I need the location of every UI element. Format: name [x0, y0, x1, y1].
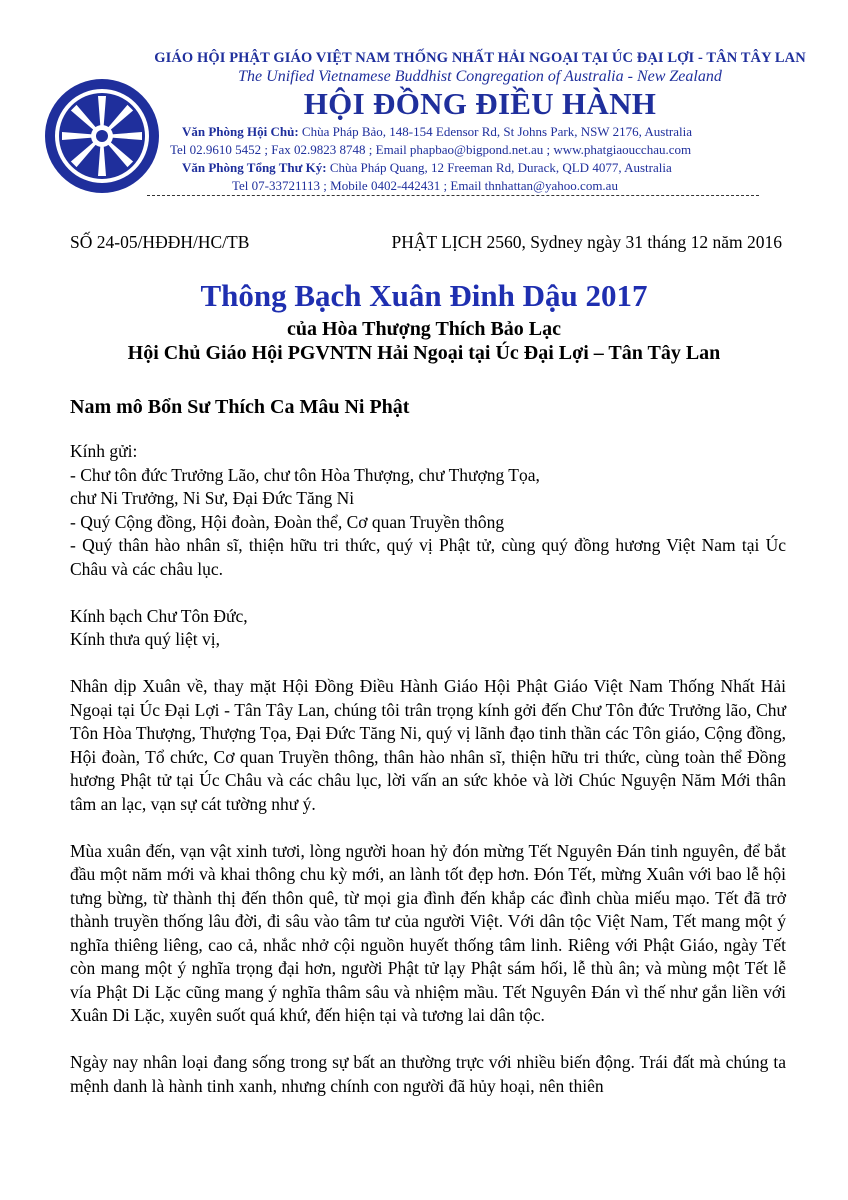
letter-body: [70, 440, 786, 1098]
office2-contact: Tel 07-33721113 ; Mobile 0402-442431 ; Email thnhattan@yahoo.com.au: [232, 178, 618, 193]
dharma-wheel-icon: [42, 76, 162, 196]
document-title: Thông Bạch Xuân Đinh Dậu 2017: [200, 278, 648, 313]
letterhead: [0, 0, 848, 215]
paragraph-3: Ngày nay nhân loại đang sống trong sự bất an thường trực với nhiều biến động. Trái đất mà chúng ta mệnh danh là hành tinh xanh, nhưng chính con người đã hủy hoại, nên thiên: [70, 1052, 786, 1096]
salutation-line-2: Kính thưa quý liệt vị,: [70, 629, 220, 649]
office1-contact: Tel 02.9610 5452 ; Fax 02.9823 8748 ; Email phapbao@bigpond.net.au ; www.phatgiaoucchau.com: [170, 142, 692, 157]
paragraph-2: Mùa xuân đến, vạn vật xinh tươi, lòng người hoan hỷ đón mừng Tết Nguyên Đán tinh nguyên, để bắt đầu một năm mới và khai thông chu kỳ mới, an lành tốt đẹp hơn. Đón Tết, mừng Xuân với bao lễ hội tưng bừng, từ thành thị đến thôn quê, từ mọi gia đình đến khắp các đình chùa miếu mạo. Tết đã trở thành truyền thống lâu đời, đi sâu vào tâm tư của người Việt. Với dân tộc Việt Nam, Tết mang một ý nghĩa thiêng liêng, cao cả, nhắc nhở cội nguồn huyết thống tâm linh. Riêng với Phật Giáo, ngày Tết còn mang một ý nghĩa trọng đại hơn, người Phật tử lạy Phật sám hối, lễ thù ân; và mùng một Tết lễ vía Phật Di Lặc cũng mang ý nghĩa thâm sâu và nhiệm mầu. Tết Nguyên Đán vì thế như gắn liền với Xuân Di Lặc, xuyên suốt quá khứ, đến hiện tại và tương lai dân tộc.: [70, 840, 786, 1025]
document-subtitle-author: của Hòa Thượng Thích Bảo Lạc: [286, 318, 562, 340]
invocation: Nam mô Bổn Sư Thích Ca Mâu Ni Phật: [70, 396, 410, 418]
address-greeting: Kính gửi:: [70, 441, 138, 461]
address-line-3: - Quý Cộng đồng, Hội đoàn, Đoàn thể, Cơ quan Truyền thông: [70, 511, 505, 532]
office2-address: [182, 160, 672, 176]
council-name: HỘI ĐỒNG ĐIỀU HÀNH: [303, 86, 657, 121]
document-date: PHẬT LỊCH 2560, Sydney ngày 31 tháng 12 năm 2016: [391, 232, 782, 252]
org-name-english: The Unified Vietnamese Buddhist Congregation of Australia - New Zealand: [238, 68, 722, 85]
office1-address: [182, 124, 692, 140]
document-number: SỐ 24-05/HĐĐH/HC/TB: [70, 232, 250, 252]
reference-line: [70, 232, 796, 253]
paragraph-1: Nhân dịp Xuân về, thay mặt Hội Đồng Điều Hành Giáo Hội Phật Giáo Việt Nam Thống Nhất Hải Ngoại tại Úc Đại Lợi - Tân Tây Lan, chúng tôi trân trọng kính gởi đến Chư Tôn đức Trưởng lão, Chư Tôn Hòa Thượng, Thượng Tọa, Đại Đức Tăng Ni, quý vị lãnh đạo tinh thần các Tôn giáo, Cộng đồng, Hội đoàn, Tổ chức, Cơ quan Truyền thông, thân hào nhân sĩ, thiện hữu tri thức, cùng toàn thể Đồng hương Phật tử tại Úc Châu và các châu lục, lời vấn an sức khỏe và lời Chúc Nguyện Năm Mới thân tâm an lạc, vạn sự cát tường như ý.: [70, 676, 786, 814]
office2-label: Văn Phòng Tổng Thư Ký:: [182, 160, 327, 175]
org-name-vietnamese: GIÁO HỘI PHẬT GIÁO VIỆT NAM THỐNG NHẤT HẢI NGOẠI TẠI ÚC ĐẠI LỢI - TÂN TÂY LAN: [154, 50, 806, 66]
document-subtitle-role: Hội Chủ Giáo Hội PGVNTN Hải Ngoại tại Úc Đại Lợi – Tân Tây Lan: [127, 342, 721, 364]
letterhead-divider: [147, 195, 759, 196]
address-line-2: chư Ni Trưởng, Ni Sư, Đại Đức Tăng Ni: [70, 488, 355, 508]
office2-address-text: Chùa Pháp Quang, 12 Freeman Rd, Durack, QLD 4077, Australia: [326, 160, 672, 175]
office1-address-text: Chùa Pháp Bảo, 148-154 Edensor Rd, St Johns Park, NSW 2176, Australia: [298, 124, 693, 139]
office1-label: Văn Phòng Hội Chủ:: [182, 124, 299, 139]
salutation-line-1: Kính bạch Chư Tôn Đức,: [70, 605, 248, 626]
address-line-1: - Chư tôn đức Trưởng Lão, chư tôn Hòa Thượng, chư Thượng Tọa,: [70, 464, 540, 485]
address-line-4: - Quý thân hào nhân sĩ, thiện hữu tri thức, quý vị Phật tử, cùng quý đồng hương Việt Nam tại Úc Châu và các châu lục.: [70, 535, 786, 579]
